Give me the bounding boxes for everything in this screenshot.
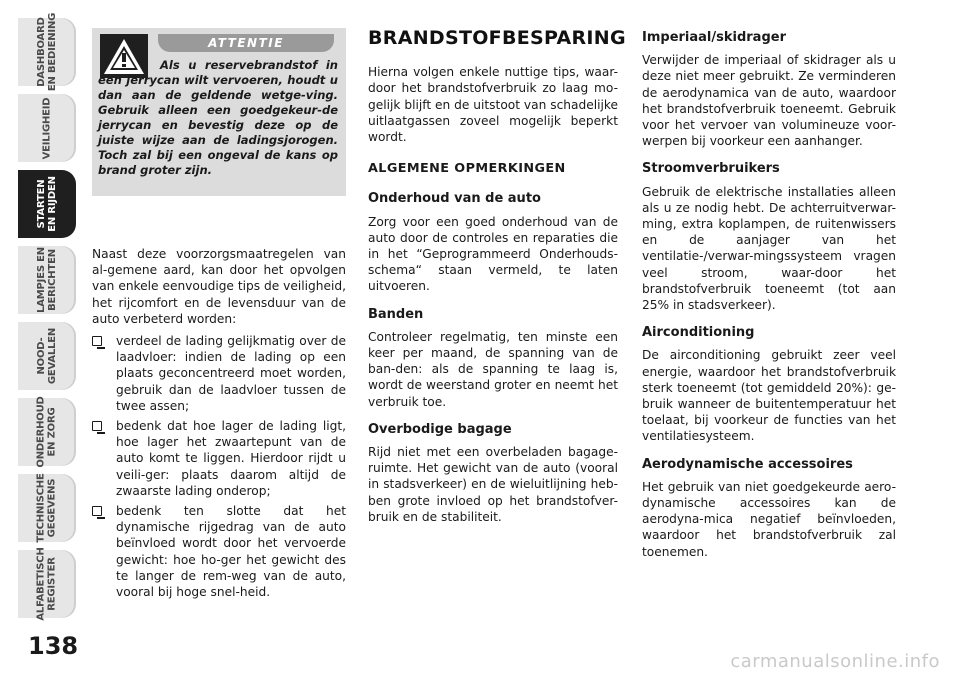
- tab-dashboard-en-bediening[interactable]: [18, 12, 76, 92]
- list-item-text: bedenk dat hoe lager de lading ligt, hoe lager het zwaartepunt van de auto komt te liggen. Hierdoor rijdt u veili-ger: plaats daarom altijd de zwaarste lading onderop;: [116, 419, 346, 498]
- subsection-text: Het gebruik van niet goedgekeurde aero-dynamische accessoires kan de aerodyna-mica negatief beïnvloeden, waardoor het brandstofverbruik zal toenemen.: [642, 479, 896, 559]
- list-item: [92, 333, 346, 414]
- subsection-title: Onderhoud van de auto: [368, 191, 541, 207]
- subsection-title: Stroomverbruikers: [642, 161, 780, 177]
- intro-paragraph: Hierna volgen enkele nuttige tips, waar-door het brandstofverbruik zo laag mo-gelijk blijft en de uitstoot van schadelijke uitlaatgassen zoveel mogelijk beperkt wordt.: [368, 65, 618, 145]
- tab-label: ONDERHOUD EN ZORG: [36, 396, 59, 468]
- list-item: [92, 503, 346, 600]
- page-number: 138: [28, 632, 79, 660]
- tab-label: LAMPJES EN BERICHTEN: [36, 247, 59, 313]
- tab-label: NOOD- GEVALLEN: [36, 327, 58, 385]
- list-item-text: bedenk ten slotte dat het dynamische rijgedrag van de auto beïnvloed wordt door het vervoerde gewicht: hoe ho-ger het gewicht des te langer de rem-weg van de auto, vooral bij hoge snel-heid.: [116, 504, 346, 600]
- subsection-title: Imperiaal/skidrager: [642, 30, 786, 45]
- column-2: [368, 27, 626, 525]
- bullet-list: [92, 333, 346, 600]
- tab-label: STARTEN EN RIJDEN: [36, 176, 58, 232]
- checkbox-bullet-icon: [92, 336, 102, 346]
- tab-label: TECHNISCHE GEGEVENS: [36, 473, 59, 543]
- warning-box: [92, 28, 346, 196]
- tab-starten-en-rijden[interactable]: [18, 170, 76, 238]
- tab-label: VEILIGHEID: [41, 97, 53, 159]
- tab-veiligheid[interactable]: [18, 94, 76, 162]
- watermark: carmanualsonline.info: [730, 651, 940, 672]
- subsection-text: Verwijder de imperiaal of skidrager als u deze niet meer gebruikt. Ze verminderen de aerodynamica van de auto, waardoor het brandstofverbruik toeneemt. Gebruik voor het vervoer van volumineuze voor-werpen bij voorkeur een aanhanger.: [642, 53, 896, 149]
- intro-paragraph: Naast deze voorzorgsmaatregelen van al-gemene aard, kan door het opvolgen van enkele eenvoudige tips de veiligheid, het rijcomfort en de levensduur van de auto verbeterd worden:: [92, 247, 346, 326]
- checkbox-bullet-icon: [92, 506, 102, 516]
- page-title: BRANDSTOFBESPARING: [368, 27, 626, 49]
- tab-lampjes-en-berichten[interactable]: [18, 246, 76, 314]
- tab-alfabetisch-register[interactable]: [18, 547, 76, 621]
- subsection-text: De airconditioning gebruikt zeer veel energie, waardoor het brandstofverbruik sterk toeneemt (tot gemiddeld 20%): ge-bruik wanneer de buitentemperatuur het toelaat, bij voorkeur de functies van het ventilatiesysteem.: [642, 348, 896, 444]
- subsection-title: Banden: [368, 306, 424, 322]
- tab-noodgevallen[interactable]: [18, 322, 76, 390]
- subsection-text: Controleer regelmatig, ten minste een keer per maand, de spanning van de ban-den: als de spanning te laag is, wordt de weerstand groter en neemt het verbruik toe.: [368, 329, 618, 409]
- warning-title-bar: [158, 34, 334, 52]
- list-item-text: verdeel de lading gelijkmatig over de laadvloer: indien de lading op een plaats geconcentreerd moet worden, gebruik dan de laadvloer tussen de twee assen;: [116, 334, 346, 413]
- tab-label: ALFABETISCH REGISTER: [36, 547, 58, 621]
- warning-text: Als u reservebrandstof in een jerrycan wilt vervoeren, houdt u dan aan de geldende wetge-ving. Gebruik alleen een goedgekeur-de jerrycan en bevestig deze op de juiste wijze aan de ladingsjorogen. Toch zal bij een ongeval de kans op brand groter zijn.: [98, 58, 338, 177]
- tab-onderhoud-en-zorg[interactable]: [18, 398, 76, 466]
- tab-technische-gegevens[interactable]: [18, 474, 76, 542]
- checkbox-bullet-icon: [92, 421, 102, 431]
- column-1: [92, 246, 346, 604]
- subsection-title: Aerodynamische accessoires: [642, 456, 853, 472]
- tab-label: DASHBOARD EN BEDIENING: [36, 12, 59, 92]
- subsection-title: Airconditioning: [642, 325, 755, 341]
- section-title: ALGEMENE OPMERKINGEN: [368, 161, 566, 177]
- subsection-text: Zorg voor een goed onderhoud van de auto door de controles en reparaties die in het “Geprogrammeerd Onderhouds-schema“ staan vermeld, te laten uitvoeren.: [368, 214, 618, 294]
- warning-title: ATTENTIE: [208, 36, 284, 50]
- subsection-text: Gebruik de elektrische installaties alleen als u ze nodig hebt. De achterruitverwar-ming, extra koplampen, de ruitenwissers en de aanjager van het ventilatie-/verwar-mingssysteem vragen veel stroom, waar-door het brandstofverbruik toeneemt (tot aan 25% in stadsverkeer).: [642, 184, 896, 313]
- list-item: [92, 418, 346, 499]
- column-3: [642, 30, 896, 560]
- subsection-title: Overbodige bagage: [368, 421, 512, 437]
- subsection-text: Rijd niet met een overbeladen bagage-ruimte. Het gewicht van de auto (vooral in stadsverkeer) en de wieluitlijning heb-ben grote invloed op het brandstofver-bruik en de stabiliteit.: [368, 445, 618, 524]
